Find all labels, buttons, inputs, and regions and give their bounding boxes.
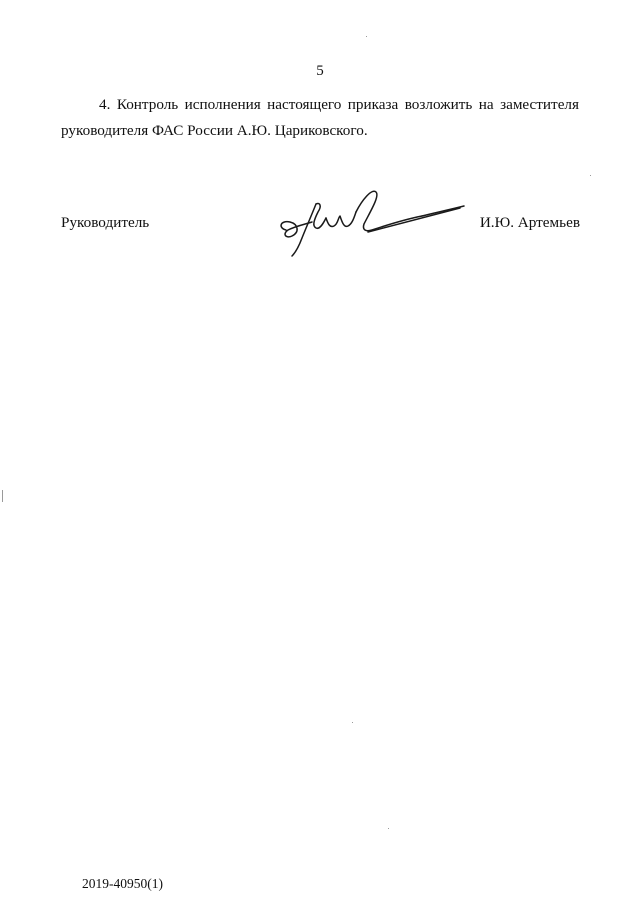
scan-speck [590, 175, 591, 176]
document-id: 2019-40950(1) [82, 876, 163, 891]
page-number: 5 [316, 63, 324, 79]
signatory-title: Руководитель [61, 214, 150, 231]
scan-speck [388, 828, 389, 829]
order-paragraph [61, 92, 579, 144]
scan-speck [366, 36, 367, 37]
scan-speck [2, 490, 3, 502]
paragraph-line-2: руководителя ФАС России А.Ю. Цариковского. [61, 122, 368, 139]
signatory-name: И.Ю. Артемьев [479, 214, 580, 231]
handwritten-signature [272, 182, 472, 262]
paragraph-line-1: 4. Контроль исполнения настоящего приказа возложить на заместителя [99, 96, 579, 113]
scan-speck [352, 722, 353, 723]
